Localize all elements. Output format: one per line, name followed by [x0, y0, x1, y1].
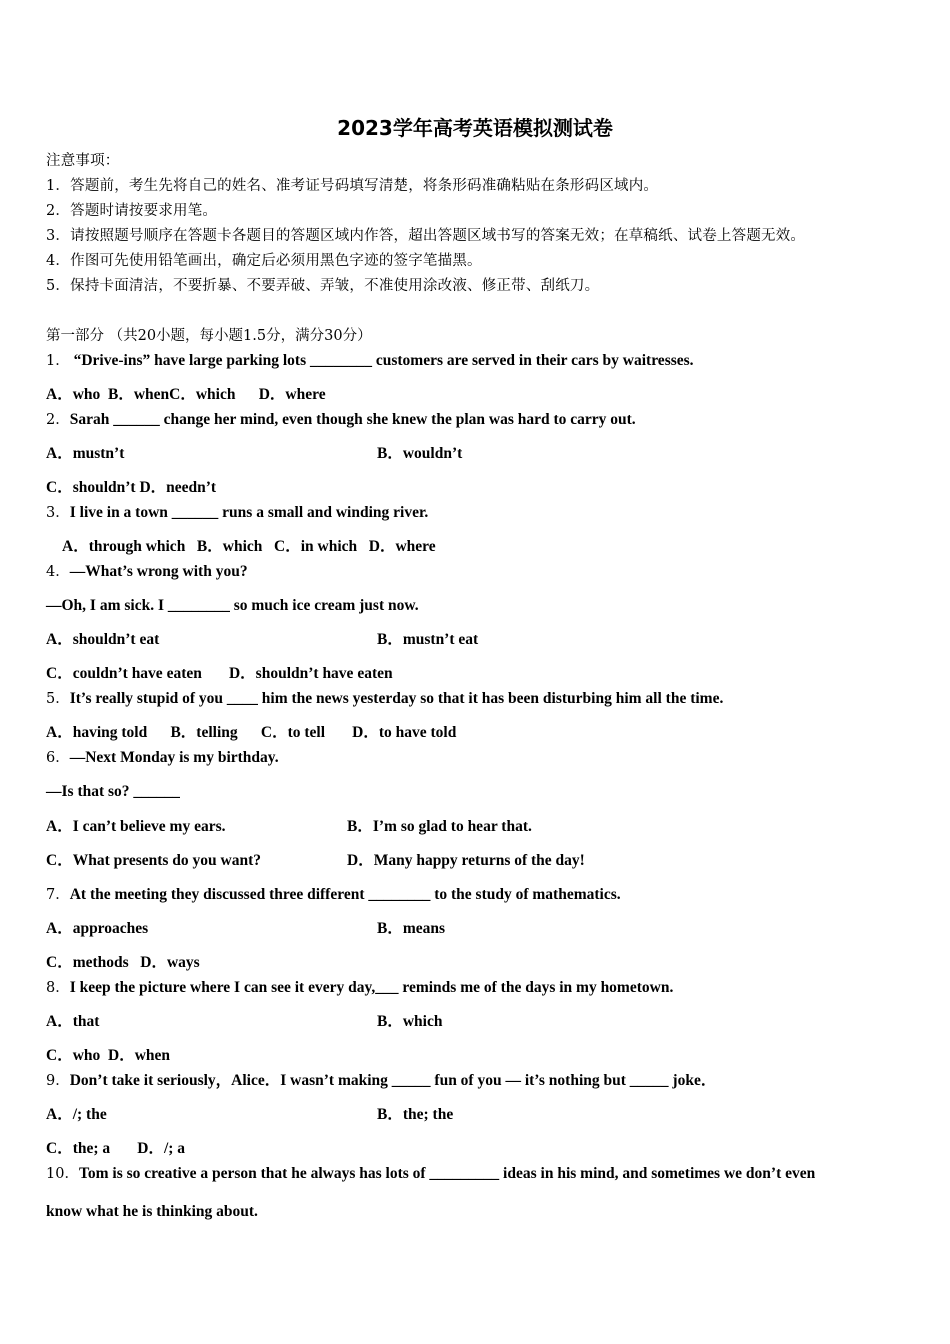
answer-option-b[interactable]: B．wouldn’t	[377, 445, 463, 462]
question-number: 7．	[46, 887, 70, 903]
question	[46, 410, 636, 430]
answer-option-a[interactable]: A．mustn’t	[46, 445, 125, 462]
question	[46, 748, 279, 768]
question-dialogue: —Oh, I am sick. I ________ so much ice cream just now.	[46, 597, 419, 614]
answer-option-a[interactable]: A．/; the	[46, 1106, 107, 1123]
question-text: “Drive-ins” have large parking lots ________ customers are served in their cars by waitresses.	[69, 352, 694, 369]
question	[46, 351, 694, 371]
answer-options[interactable]: C．methods D．ways	[46, 954, 200, 971]
question-text: At the meeting they discussed three different ________ to the study of mathematics.	[69, 886, 621, 903]
notes-item: 1．答题前，考生先将自己的姓名、准考证号码填写清楚，将条形码准确粘贴在条形码区域内。	[46, 178, 659, 194]
question-text: I live in a town ______ runs a small and winding river.	[69, 504, 429, 521]
question-text: I keep the picture where I can see it every day,___ reminds me of the days in my hometown.	[69, 979, 674, 996]
notes-item: 5．保持卡面清洁，不要折暴、不要弄破、弄皱，不准使用涂改液、修正带、刮纸刀。	[46, 278, 600, 294]
answer-option-b[interactable]: B．mustn’t eat	[377, 631, 479, 648]
notes-heading: 注意事项：	[46, 153, 120, 169]
answer-options[interactable]: A．having told B．telling C．to tell D．to have told	[46, 724, 457, 741]
part-heading: 第一部分 （共20小题，每小题1.5分，满分30分）	[46, 328, 372, 344]
answer-option-a[interactable]: A．I can’t believe my ears.	[46, 818, 226, 835]
question-text: Sarah ______ change her mind, even though she knew the plan was hard to carry out.	[69, 411, 636, 428]
answer-option-c[interactable]: C．What presents do you want?	[46, 852, 262, 869]
answer-option-a[interactable]: A．approaches	[46, 920, 149, 937]
page-title: 2023学年高考英语模拟测试卷	[337, 116, 613, 140]
question-number: 8．	[46, 980, 70, 996]
answer-option-a[interactable]: A．that	[46, 1013, 100, 1030]
question-number: 2．	[46, 412, 70, 428]
question-text: Tom is so creative a person that he always has lots of _________ ideas in his mind, and sometimes we don’t even	[78, 1165, 816, 1182]
question	[46, 503, 428, 523]
answer-option-b[interactable]: B．the; the	[377, 1106, 454, 1123]
answer-option-d[interactable]: D．Many happy returns of the day!	[347, 852, 585, 869]
answer-options[interactable]: A．who B．whenC．which D．where	[46, 386, 326, 403]
question-text: Don’t take it seriously，Alice．I wasn’t making _____ fun of you — it’s nothing but _____ joke．	[69, 1072, 717, 1089]
question-text-continued: know what he is thinking about.	[46, 1203, 258, 1220]
question	[46, 1164, 815, 1184]
answer-options[interactable]: C．the; a D．/; a	[46, 1140, 186, 1157]
question-number: 10．	[46, 1166, 79, 1182]
notes-item: 4．作图可先使用铅笔画出，确定后必须用黑色字迹的签字笔描黑。	[46, 253, 482, 269]
question-number: 9．	[46, 1073, 70, 1089]
question	[46, 689, 723, 709]
answer-option-a[interactable]: A．shouldn’t eat	[46, 631, 160, 648]
answer-option-b[interactable]: B．means	[377, 920, 446, 937]
question	[46, 978, 673, 998]
question	[46, 562, 248, 582]
question-text: It’s really stupid of you ____ him the news yesterday so that it has been disturbing him all the time.	[69, 690, 724, 707]
question-number: 3．	[46, 505, 70, 521]
question	[46, 885, 621, 905]
answer-options[interactable]: C．who D．when	[46, 1047, 171, 1064]
question-number: 6．	[46, 750, 70, 766]
answer-option-b[interactable]: B．I’m so glad to hear that.	[347, 818, 532, 835]
answer-options[interactable]: C．couldn’t have eaten D．shouldn’t have eaten	[46, 665, 393, 682]
notes-item: 3．请按照题号顺序在答题卡各题目的答题区域内作答，超出答题区域书写的答案无效；在草稿纸、试卷上答题无效。	[46, 228, 806, 244]
answer-options[interactable]: C．shouldn’t D．needn’t	[46, 479, 217, 496]
answer-options[interactable]: A．through which B．which C．in which D．where	[62, 538, 436, 555]
question-dialogue: —Is that so? ______	[46, 783, 180, 800]
question-number: 5．	[46, 691, 70, 707]
question-number: 4．	[46, 564, 70, 580]
question-text: —What’s wrong with you?	[69, 563, 248, 580]
notes-item: 2．答题时请按要求用笔。	[46, 203, 218, 219]
answer-option-b[interactable]: B．which	[377, 1013, 443, 1030]
question	[46, 1071, 716, 1091]
question-text: —Next Monday is my birthday.	[69, 749, 279, 766]
question-number: 1．	[46, 353, 70, 369]
